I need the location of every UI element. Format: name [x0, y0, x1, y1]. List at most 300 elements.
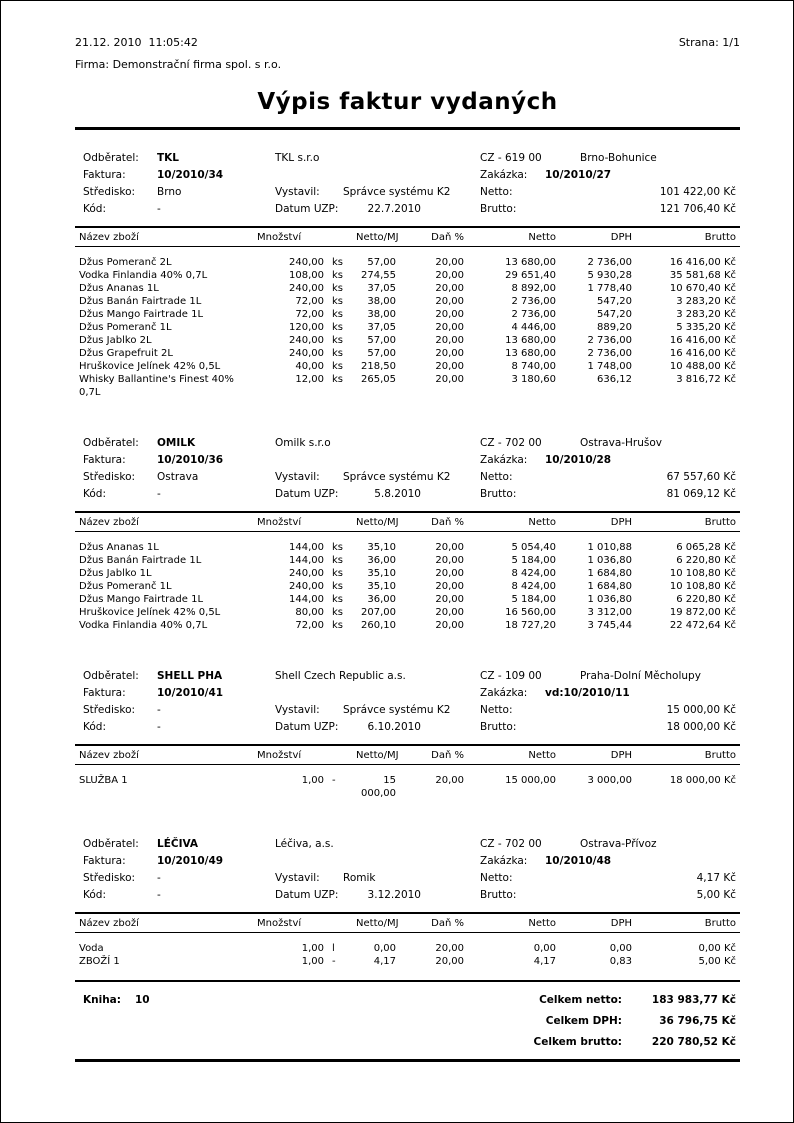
- items-table-head: [75, 745, 740, 765]
- item-netto: 29 651,40: [505, 270, 557, 281]
- info-row-2: [75, 452, 740, 469]
- item-unit: ks: [332, 594, 344, 605]
- label-netto: Netto:: [480, 704, 513, 716]
- items-table-body: [75, 765, 740, 801]
- issued-by: Správce systému K2: [343, 471, 451, 483]
- col-header-dph: DPH: [560, 512, 636, 532]
- col-header-dan: Daň %: [400, 913, 468, 933]
- code: -: [157, 203, 161, 215]
- item-unit: ks: [332, 348, 344, 359]
- item-unit: ks: [332, 335, 344, 346]
- items-table: [75, 226, 740, 399]
- item-netto-mj: 35,10: [367, 568, 397, 579]
- col-header-netto-mj: Netto/MJ: [352, 913, 400, 933]
- item-qty: 108,00: [289, 270, 324, 281]
- item-row: [75, 308, 740, 321]
- item-unit: -: [332, 775, 336, 786]
- item-dph: 1 684,80: [587, 581, 633, 592]
- label-kod: Kód:: [83, 488, 106, 500]
- customer-zip: CZ - 702 00: [480, 437, 542, 449]
- item-netto-mj: 35,10: [367, 581, 397, 592]
- item-dan: 20,00: [435, 555, 465, 566]
- item-row: [75, 321, 740, 334]
- label-datum-uzp: Datum UZP:: [275, 488, 339, 500]
- label-odberatel: Odběratel:: [83, 152, 139, 164]
- customer-zip: CZ - 702 00: [480, 838, 542, 850]
- info-row-2: [75, 167, 740, 184]
- col-header-netto: Netto: [468, 227, 560, 247]
- col-header-netto: Netto: [468, 745, 560, 765]
- item-netto-mj: 4,17: [373, 956, 397, 967]
- invoice-brutto: 81 069,12 Kč: [666, 488, 736, 500]
- item-name: Džus Banán Fairtrade 1L: [79, 296, 202, 307]
- col-header-brutto: Brutto: [636, 913, 740, 933]
- item-netto: 5 184,00: [511, 555, 557, 566]
- item-qty: 72,00: [295, 296, 324, 307]
- item-dan: 20,00: [435, 296, 465, 307]
- item-unit: ks: [332, 361, 344, 372]
- invoice-brutto: 18 000,00 Kč: [666, 721, 736, 733]
- item-qty: 12,00: [295, 374, 324, 385]
- item-row: [75, 282, 740, 295]
- item-netto: 4,17: [533, 956, 557, 967]
- item-row: [75, 619, 740, 632]
- label-netto: Netto:: [480, 471, 513, 483]
- item-brutto: 3 816,72 Kč: [676, 374, 737, 385]
- item-netto-mj: 15 000,00: [361, 775, 397, 799]
- item-row: [75, 269, 740, 282]
- label-kod: Kód:: [83, 203, 106, 215]
- item-unit: ks: [332, 620, 344, 631]
- item-brutto: 5 335,20 Kč: [676, 322, 737, 333]
- item-row: [75, 955, 740, 968]
- item-unit: ks: [332, 581, 344, 592]
- item-dan: 20,00: [435, 374, 465, 385]
- invoice-netto: 101 422,00 Kč: [659, 186, 736, 198]
- invoice-header: [75, 836, 740, 904]
- issued-by: Správce systému K2: [343, 186, 451, 198]
- item-brutto: 5,00 Kč: [698, 956, 737, 967]
- item-brutto: 10 108,80 Kč: [669, 581, 737, 592]
- customer-zip: CZ - 619 00: [480, 152, 542, 164]
- item-name: Džus Banán Fairtrade 1L: [79, 555, 202, 566]
- item-dph: 547,20: [597, 296, 633, 307]
- item-netto-mj: 36,00: [367, 555, 397, 566]
- item-unit: ks: [332, 283, 344, 294]
- customer-city: Ostrava-Hrušov: [580, 437, 663, 449]
- item-netto-mj: 57,00: [367, 335, 397, 346]
- item-unit: ks: [332, 296, 344, 307]
- item-unit: ks: [332, 270, 344, 281]
- item-dan: 20,00: [435, 568, 465, 579]
- item-netto-mj: 57,00: [367, 257, 397, 268]
- order-number: 10/2010/48: [545, 855, 612, 867]
- item-netto-mj: 274,55: [361, 270, 397, 281]
- label-brutto: Brutto:: [480, 203, 517, 215]
- label-odberatel: Odběratel:: [83, 838, 139, 850]
- item-brutto: 16 416,00 Kč: [669, 257, 737, 268]
- customer-name: Omilk s.r.o: [275, 437, 331, 449]
- item-netto-mj: 37,05: [367, 322, 397, 333]
- item-unit: ks: [332, 309, 344, 320]
- customer-name: Shell Czech Republic a.s.: [275, 670, 406, 682]
- item-netto: 5 184,00: [511, 594, 557, 605]
- item-unit: ks: [332, 542, 344, 553]
- col-header-nazev: Název zboží: [75, 745, 253, 765]
- item-qty: 1,00: [301, 775, 324, 786]
- item-qty: 72,00: [295, 620, 324, 631]
- item-qty: 144,00: [289, 542, 324, 553]
- item-unit: ks: [332, 257, 344, 268]
- item-dph: 547,20: [597, 309, 633, 320]
- item-netto: 8 892,00: [511, 283, 557, 294]
- label-stredisko: Středisko:: [83, 471, 136, 483]
- item-qty: 72,00: [295, 309, 324, 320]
- items-table-body: [75, 247, 740, 400]
- item-netto: 15 000,00: [505, 775, 557, 786]
- totals-row-brutto: [75, 1032, 740, 1053]
- item-brutto: 35 581,68 Kč: [669, 270, 737, 281]
- item-unit: ks: [332, 374, 344, 385]
- col-header-netto-mj: Netto/MJ: [352, 227, 400, 247]
- col-header-netto: Netto: [468, 913, 560, 933]
- label-netto: Netto:: [480, 186, 513, 198]
- item-brutto: 6 220,80 Kč: [676, 555, 737, 566]
- col-header-dph: DPH: [560, 227, 636, 247]
- item-name: Džus Grapefruit 2L: [79, 348, 173, 359]
- item-dph: 0,00: [609, 943, 633, 954]
- item-row: [75, 765, 740, 801]
- code: -: [157, 721, 161, 733]
- item-brutto: 10 670,40 Kč: [669, 283, 737, 294]
- info-row-4: [75, 719, 740, 736]
- label-zakazka: Zakázka:: [480, 169, 528, 181]
- invoice-section: [75, 836, 740, 968]
- item-netto: 18 727,20: [505, 620, 557, 631]
- item-netto: 13 680,00: [505, 335, 557, 346]
- item-netto: 8 424,00: [511, 568, 557, 579]
- item-netto-mj: 36,00: [367, 594, 397, 605]
- totals-block: [75, 990, 740, 1053]
- item-dan: 20,00: [435, 270, 465, 281]
- items-table-body: [75, 933, 740, 969]
- totals-row-dph: [75, 1011, 740, 1032]
- cost-center: -: [157, 704, 161, 716]
- item-name: Džus Jablko 1L: [79, 568, 152, 579]
- item-netto: 13 680,00: [505, 348, 557, 359]
- label-brutto: Brutto:: [480, 488, 517, 500]
- item-dph: 1 010,88: [587, 542, 633, 553]
- item-name: Vodka Finlandia 40% 0,7L: [79, 270, 208, 281]
- item-dan: 20,00: [435, 581, 465, 592]
- col-header-dan: Daň %: [400, 512, 468, 532]
- item-unit: ks: [332, 568, 344, 579]
- kniha-label: Kniha:: [83, 994, 121, 1006]
- page-header: [75, 35, 740, 130]
- item-dan: 20,00: [435, 594, 465, 605]
- item-row: [75, 580, 740, 593]
- item-unit: ks: [332, 322, 344, 333]
- item-name: Hruškovice Jelínek 42% 0,5L: [79, 607, 221, 618]
- col-header-mnozstvi: Množství: [253, 512, 352, 532]
- col-header-nazev: Název zboží: [75, 227, 253, 247]
- order-number: 10/2010/28: [545, 454, 612, 466]
- page-number: Strana: 1/1: [678, 36, 740, 49]
- col-header-dan: Daň %: [400, 227, 468, 247]
- items-table-head: [75, 227, 740, 247]
- celkem-netto-label: Celkem netto:: [539, 994, 622, 1006]
- item-dan: 20,00: [435, 348, 465, 359]
- item-dan: 20,00: [435, 257, 465, 268]
- item-dph: 1 036,80: [587, 555, 633, 566]
- item-dph: 1 748,00: [587, 361, 633, 372]
- info-row-3: [75, 870, 740, 887]
- item-netto-mj: 38,00: [367, 309, 397, 320]
- col-header-brutto: Brutto: [636, 745, 740, 765]
- item-unit: l: [332, 943, 335, 954]
- invoice-netto: 15 000,00 Kč: [666, 704, 736, 716]
- uzp-date: 5.8.2010: [374, 488, 421, 500]
- label-kod: Kód:: [83, 721, 106, 733]
- item-dan: 20,00: [435, 361, 465, 372]
- item-dan: 20,00: [435, 607, 465, 618]
- customer-city: Ostrava-Přívoz: [580, 838, 657, 850]
- invoice-section: [75, 435, 740, 632]
- invoice-brutto: 5,00 Kč: [696, 889, 736, 901]
- code: -: [157, 889, 161, 901]
- item-netto-mj: 0,00: [373, 943, 397, 954]
- item-dan: 20,00: [435, 775, 465, 786]
- label-zakazka: Zakázka:: [480, 687, 528, 699]
- info-row-1: [75, 150, 740, 167]
- label-faktura: Faktura:: [83, 454, 126, 466]
- item-qty: 240,00: [289, 257, 324, 268]
- cost-center: -: [157, 872, 161, 884]
- col-header-nazev: Název zboží: [75, 913, 253, 933]
- item-netto-mj: 260,10: [361, 620, 397, 631]
- bottom-rule: [75, 1059, 740, 1062]
- label-datum-uzp: Datum UZP:: [275, 889, 339, 901]
- item-qty: 240,00: [289, 283, 324, 294]
- invoice-netto: 67 557,60 Kč: [666, 471, 736, 483]
- invoice-netto: 4,17 Kč: [696, 872, 736, 884]
- invoice-number: 10/2010/41: [157, 687, 224, 699]
- item-name: Džus Pomeranč 2L: [79, 257, 172, 268]
- item-brutto: 6 065,28 Kč: [676, 542, 737, 553]
- invoice-number: 10/2010/49: [157, 855, 224, 867]
- item-row: [75, 554, 740, 567]
- item-name: Vodka Finlandia 40% 0,7L: [79, 620, 208, 631]
- item-netto: 0,00: [533, 943, 557, 954]
- item-name: Whisky Ballantine's Finest 40% 0,7L: [79, 374, 234, 398]
- kniha-value: 10: [134, 994, 150, 1006]
- item-name: Hruškovice Jelínek 42% 0,5L: [79, 361, 221, 372]
- label-faktura: Faktura:: [83, 687, 126, 699]
- col-header-mnozstvi: Množství: [253, 227, 352, 247]
- item-brutto: 16 416,00 Kč: [669, 348, 737, 359]
- col-header-brutto: Brutto: [636, 227, 740, 247]
- info-row-2: [75, 685, 740, 702]
- celkem-dph-value: 36 796,75 Kč: [659, 1015, 736, 1027]
- issued-by: Správce systému K2: [343, 704, 451, 716]
- label-stredisko: Středisko:: [83, 872, 136, 884]
- print-datetime: 21.12. 2010 11:05:42: [75, 36, 198, 49]
- col-header-netto-mj: Netto/MJ: [352, 745, 400, 765]
- celkem-dph-label: Celkem DPH:: [545, 1015, 622, 1027]
- customer-name: TKL s.r.o: [275, 152, 320, 164]
- item-dph: 3 312,00: [587, 607, 633, 618]
- company-line: Firma: Demonstrační firma spol. s r.o.: [75, 58, 282, 71]
- item-dan: 20,00: [435, 956, 465, 967]
- item-qty: 144,00: [289, 594, 324, 605]
- item-dan: 20,00: [435, 283, 465, 294]
- item-dan: 20,00: [435, 309, 465, 320]
- item-dan: 20,00: [435, 620, 465, 631]
- item-brutto: 3 283,20 Kč: [676, 296, 737, 307]
- customer-city: Brno-Bohunice: [580, 152, 657, 164]
- item-brutto: 6 220,80 Kč: [676, 594, 737, 605]
- invoice-number: 10/2010/36: [157, 454, 224, 466]
- info-row-4: [75, 887, 740, 904]
- customer-city: Praha-Dolní Měcholupy: [580, 670, 701, 682]
- info-row-4: [75, 486, 740, 503]
- item-qty: 144,00: [289, 555, 324, 566]
- order-number: vd:10/2010/11: [545, 687, 630, 699]
- invoice-header: [75, 150, 740, 218]
- invoice-header: [75, 435, 740, 503]
- invoice-section: [75, 668, 740, 800]
- col-header-netto-mj: Netto/MJ: [352, 512, 400, 532]
- totals-top-rule: [75, 980, 740, 982]
- item-dph: 889,20: [597, 322, 633, 333]
- item-row: [75, 334, 740, 347]
- item-netto: 4 446,00: [511, 322, 557, 333]
- item-unit: ks: [332, 607, 344, 618]
- item-dph: 2 736,00: [587, 335, 633, 346]
- item-qty: 80,00: [295, 607, 324, 618]
- cost-center: Ostrava: [157, 471, 199, 483]
- col-header-netto: Netto: [468, 512, 560, 532]
- item-name: Džus Ananas 1L: [79, 542, 159, 553]
- item-qty: 120,00: [289, 322, 324, 333]
- label-stredisko: Středisko:: [83, 704, 136, 716]
- label-datum-uzp: Datum UZP:: [275, 203, 339, 215]
- label-vystavil: Vystavil:: [275, 872, 320, 884]
- item-netto: 8 424,00: [511, 581, 557, 592]
- item-row: [75, 933, 740, 956]
- label-zakazka: Zakázka:: [480, 855, 528, 867]
- customer-code: LÉČIVA: [157, 838, 199, 850]
- items-table-body: [75, 532, 740, 633]
- label-brutto: Brutto:: [480, 721, 517, 733]
- item-row: [75, 247, 740, 270]
- customer-zip: CZ - 109 00: [480, 670, 542, 682]
- item-row: [75, 606, 740, 619]
- item-name: Džus Mango Fairtrade 1L: [79, 594, 204, 605]
- item-unit: ks: [332, 555, 344, 566]
- customer-code: SHELL PHA: [157, 670, 223, 682]
- label-vystavil: Vystavil:: [275, 704, 320, 716]
- info-row-1: [75, 836, 740, 853]
- info-row-1: [75, 668, 740, 685]
- items-table-head: [75, 512, 740, 532]
- celkem-netto-value: 183 983,77 Kč: [651, 994, 736, 1006]
- item-brutto: 22 472,64 Kč: [669, 620, 737, 631]
- item-netto: 5 054,40: [511, 542, 557, 553]
- item-name: Džus Mango Fairtrade 1L: [79, 309, 204, 320]
- item-netto-mj: 38,00: [367, 296, 397, 307]
- item-netto-mj: 265,05: [361, 374, 397, 385]
- item-dph: 2 736,00: [587, 348, 633, 359]
- col-header-nazev: Název zboží: [75, 512, 253, 532]
- info-row-3: [75, 702, 740, 719]
- info-row-3: [75, 469, 740, 486]
- celkem-brutto-value: 220 780,52 Kč: [651, 1036, 736, 1048]
- item-brutto: 0,00 Kč: [698, 943, 737, 954]
- item-netto: 13 680,00: [505, 257, 557, 268]
- report-title: Výpis faktur vydaných: [257, 89, 558, 115]
- kniha-label-group: [75, 990, 375, 1011]
- item-row: [75, 360, 740, 373]
- item-dph: 1 036,80: [587, 594, 633, 605]
- col-header-dph: DPH: [560, 913, 636, 933]
- item-dph: 5 930,28: [587, 270, 633, 281]
- uzp-date: 22.7.2010: [367, 203, 421, 215]
- item-qty: 240,00: [289, 335, 324, 346]
- customer-code: OMILK: [157, 437, 196, 449]
- item-qty: 1,00: [301, 943, 324, 954]
- totals-row-netto: [75, 990, 740, 1011]
- code: -: [157, 488, 161, 500]
- item-netto-mj: 218,50: [361, 361, 397, 372]
- item-row: [75, 532, 740, 555]
- item-name: Džus Jablko 2L: [79, 335, 152, 346]
- invoice-section: [75, 150, 740, 399]
- col-header-mnozstvi: Množství: [253, 913, 352, 933]
- item-name: Džus Pomeranč 1L: [79, 322, 172, 333]
- item-dph: 0,83: [609, 956, 633, 967]
- item-name: Voda: [79, 943, 104, 954]
- uzp-date: 3.12.2010: [367, 889, 421, 901]
- item-brutto: 10 488,00 Kč: [669, 361, 737, 372]
- item-netto-mj: 37,05: [367, 283, 397, 294]
- celkem-brutto-label: Celkem brutto:: [533, 1036, 622, 1048]
- items-table: [75, 511, 740, 632]
- item-brutto: 18 000,00 Kč: [669, 775, 737, 786]
- sections-container: [75, 150, 740, 968]
- item-name: ZBOŽÍ 1: [79, 956, 120, 967]
- item-brutto: 10 108,80 Kč: [669, 568, 737, 579]
- cost-center: Brno: [157, 186, 182, 198]
- item-dph: 1 684,80: [587, 568, 633, 579]
- info-row-2: [75, 853, 740, 870]
- label-vystavil: Vystavil:: [275, 471, 320, 483]
- item-netto: 2 736,00: [511, 296, 557, 307]
- item-dan: 20,00: [435, 542, 465, 553]
- info-row-3: [75, 184, 740, 201]
- item-netto-mj: 35,10: [367, 542, 397, 553]
- item-netto: 2 736,00: [511, 309, 557, 320]
- col-header-brutto: Brutto: [636, 512, 740, 532]
- label-stredisko: Středisko:: [83, 186, 136, 198]
- info-row-4: [75, 201, 740, 218]
- customer-code: TKL: [157, 152, 179, 164]
- item-qty: 240,00: [289, 568, 324, 579]
- invoice-brutto: 121 706,40 Kč: [659, 203, 736, 215]
- item-dph: 3 000,00: [587, 775, 633, 786]
- item-unit: -: [332, 956, 336, 967]
- invoice-header: [75, 668, 740, 736]
